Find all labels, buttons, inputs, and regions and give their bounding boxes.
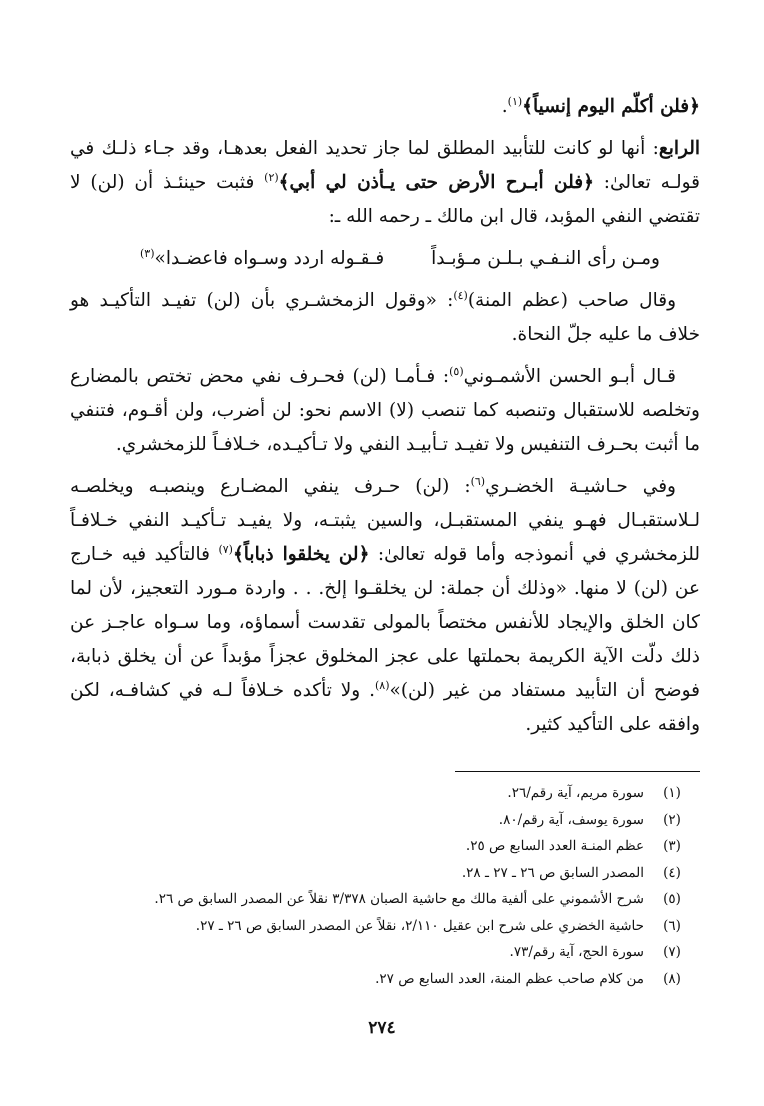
paragraph-text: وفي حـاشيـة الخضـري [485, 476, 676, 497]
paragraph-text: : «وقول الزمخشـري بأن (لن) تفيـد التأكيـد هو خلاف ما عليه جلّ النحاة. [70, 290, 700, 345]
footnote-number: (٧) [663, 944, 681, 960]
footnote-text: شرح الأشموني على ألفية مالك مع حاشية الصبان ٣/٣٧٨ نقلاً عن المصدر السابق ص ٢٦. [154, 891, 644, 907]
paragraph-text: وقال صاحب (عظم المنة) [467, 290, 676, 311]
paragraph-text: . ولا تأكده خـلافاً لـه في كشافـه، لكن وافقه على التأكيد كثير. [70, 680, 700, 735]
footnote-number: (٦) [663, 917, 681, 934]
sentence-end: . [501, 96, 508, 117]
quran-quote: ﴿لن يخلقوا ذباباً﴾ [232, 544, 370, 565]
footnote-ref[interactable]: (٦) [470, 474, 486, 488]
footnote-ref[interactable]: (١) [507, 94, 523, 108]
paragraph-text: : فـأمـا (لن) فحـرف نفي محض تختص بالمضارع وتخلصه للاستقبال وتنصبه كما تنصب (لا) الاسم نحو: لن أضرب، ولن أقـوم، فتنفي ما أثبت بحـرف التنفيس ولا تفيـد تـأبيـد النفي ولا تـأكيـده، خـلافـاً للزمخشري. [70, 366, 700, 455]
footnotes-section [70, 780, 700, 992]
footnote-number: (٨) [663, 970, 681, 987]
footnote-divider [455, 771, 700, 772]
quran-verse-line [70, 90, 700, 124]
footnote-text: حاشية الخضري على شرح ابن عقيل ٢/١١٠، نقلاً عن المصدر السابق ص ٢٦ ـ ٢٧. [195, 917, 644, 934]
footnote-text: المصدر السابق ص ٢٦ ـ ٢٧ ـ ٢٨. [461, 864, 644, 881]
quran-quote: ﴿فلن أبـرح الأرض حتى يـأذن لي أبي﴾ [278, 172, 594, 193]
footnote-item [70, 860, 700, 887]
paragraph-text: : أنها لو كانت للتأبيد المطلق لما جاز تحديد الفعل بعدهـا، وقد جـاء ذلـك في قولـه تعالىٰ: [70, 138, 700, 193]
footnote-text: من كلام صاحب عظم المنة، العدد السابع ص ٢٧. [375, 970, 644, 987]
footnote-text: سورة مريم، آية رقم/٢٦. [507, 785, 644, 801]
footnote-ref[interactable]: (٨) [374, 678, 390, 692]
footnote-text: سورة الحج، آية رقم/٧٣. [509, 944, 644, 960]
paragraph-text: فالتأكيد فيه خـارج عن (لن) لا منها. «وذلك أن جملة: لن يخلقـوا إلخ. . . واردة مـورد التعجيز، لأن لما كان الخلق والإيجاد للأنفس مختصاً بالمولى تقدست أسماؤه، وما سـواه عاجـز عن ذلك دلّت الآية الكريمة بحملتها على عجز المخلوق عجزاً مؤبداً عن أن يخلق ذبابة، فوضح أن التأبيد مستفاد من غير (لن)» [70, 544, 700, 701]
paragraph-text: : (لن) حـرف ينفي المضـارع وينصبـه ويخلصـه لـلاستقبـال فهـو ينفي المستقبـل، والسين يثبتـه، ولا يفيـد تـأكيـد النفي خـلافـاً للزمخشري في أنموذجه وأما قوله تعالىٰ: [70, 476, 700, 565]
poem-verse [70, 242, 700, 276]
footnote-item [70, 913, 700, 940]
quran-quote: ﴿فلن أكلّم اليوم إنسياً﴾ [522, 96, 700, 117]
footnote-number: (١) [663, 785, 681, 801]
paragraph-fourth-point [70, 132, 700, 234]
footnote-number: (٢) [663, 811, 681, 828]
footnote-text: سورة يوسف، آية رقم/٨٠. [498, 811, 644, 828]
page-number: ٢٧٤ [368, 1018, 396, 1038]
footnote-item [70, 886, 700, 913]
footnote-item [70, 833, 700, 860]
paragraph-ushmuni [70, 360, 700, 462]
footnote-ref[interactable]: (٤) [453, 288, 468, 302]
footnote-ref[interactable]: (٥) [449, 364, 464, 378]
paragraph-khudari [70, 470, 700, 742]
poem-hemistich-second: فـقـوله اردد وسـواه فاعضـدا» [154, 248, 385, 269]
footnote-text: عظم المنـة العدد السابع ص ٢٥. [465, 838, 644, 854]
footnote-ref[interactable]: (٧) [218, 542, 233, 556]
footnote-ref[interactable]: (٢) [264, 170, 279, 184]
paragraph-text: قـال أبـو الحسن الأشمـوني [463, 366, 676, 387]
main-text [70, 90, 700, 750]
poem-hemistich-second-wrap [140, 242, 384, 276]
footnote-item [70, 807, 700, 834]
point-label: الرابع [658, 138, 700, 159]
footnote-item [70, 966, 700, 993]
poem-hemistich-first: ومـن رأى النـفـي بـلـن مـؤبـداً [431, 248, 660, 269]
paragraph-azm-al-minna [70, 284, 700, 352]
footnote-number: (٥) [663, 891, 681, 907]
footnote-item [70, 780, 700, 807]
paragraph-text: فثبت حينئـذ أن (لن) لا تقتضي النفي المؤبد، قال ابن مالك ـ رحمه الله ـ: [70, 172, 700, 227]
footnote-number: (٣) [663, 838, 681, 854]
footnote-item [70, 939, 700, 966]
footnote-number: (٤) [663, 864, 681, 881]
footnote-ref[interactable]: (٣) [140, 246, 155, 260]
